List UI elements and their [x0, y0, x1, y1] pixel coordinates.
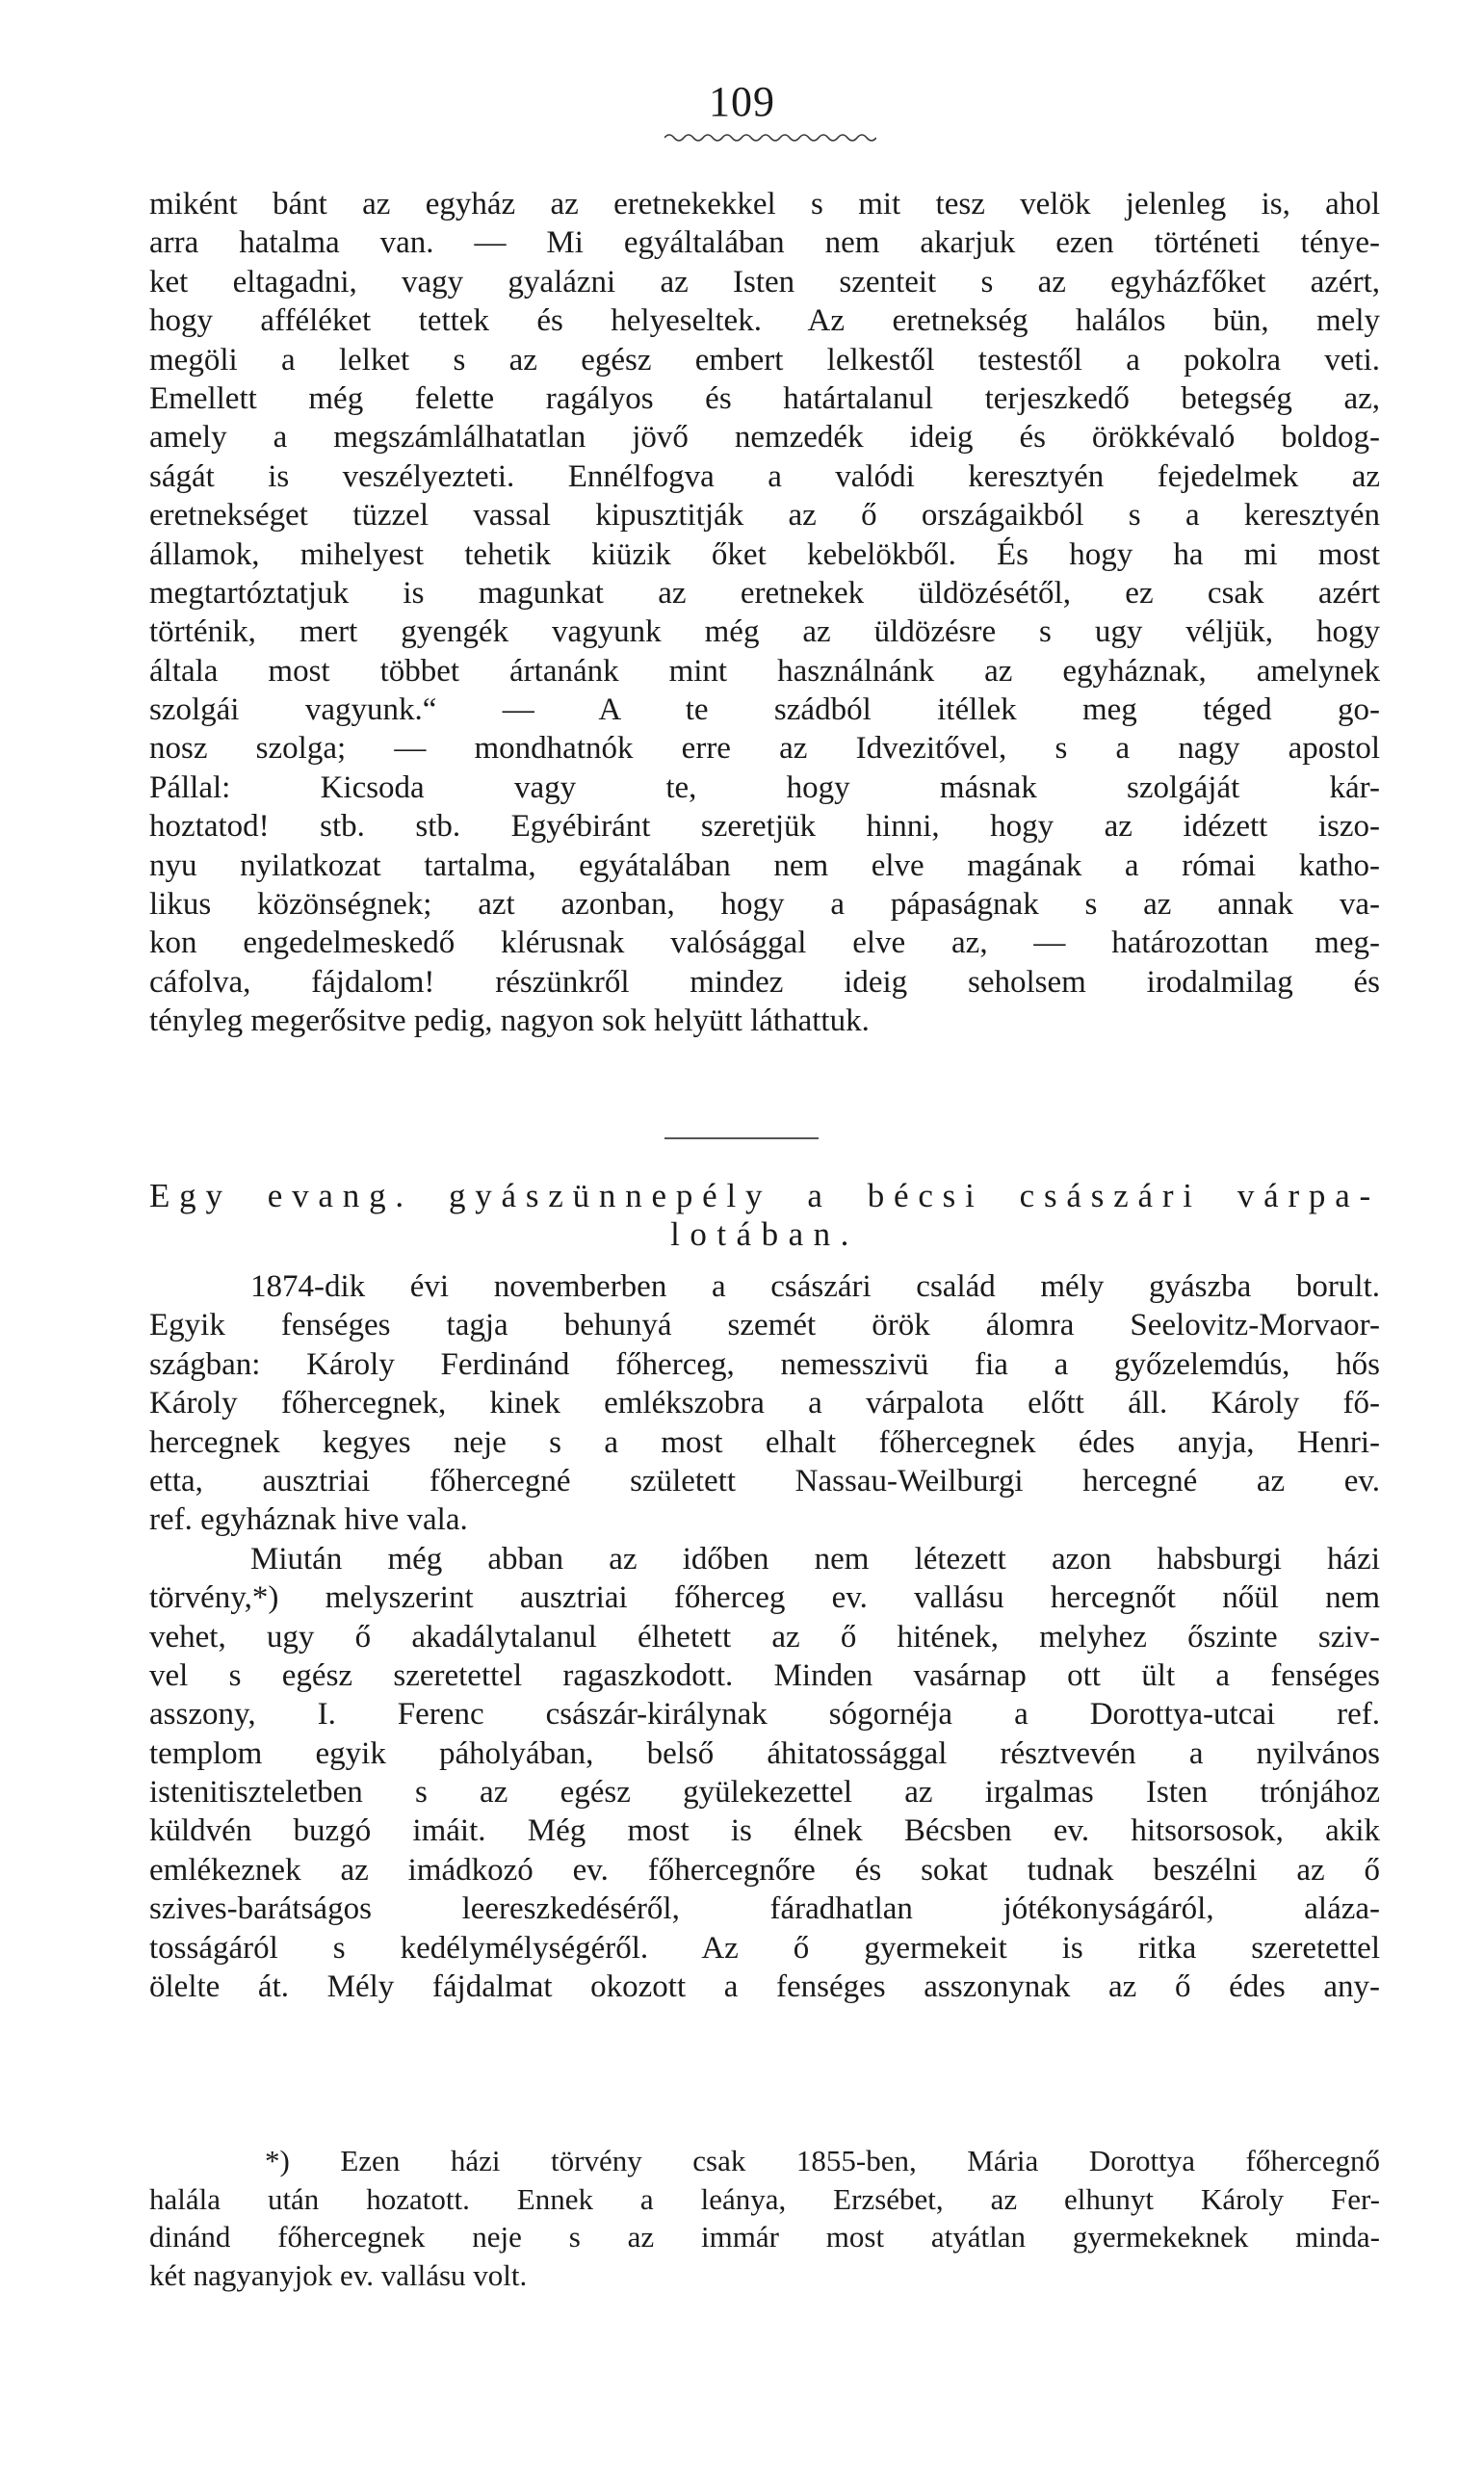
text-line: 1874-dik évi novemberben a császári család mély gyászba borult. — [250, 1269, 1380, 1304]
text-line: tényleg megerősitve pedig, nagyon sok helyütt láthattuk. — [149, 1003, 870, 1039]
text-line: emlékeznek az imádkozó ev. főhercegnőre és sokat tudnak beszélni az ő — [149, 1852, 1380, 1888]
text-line: történik, mert gyengék vagyunk még az üldözésre s ugy véljük, hogy — [149, 614, 1380, 650]
text-line: miként bánt az egyház az eretnekekkel s mit tesz velök jelenleg is, ahol — [149, 187, 1380, 222]
title-line: Egy evang. gyászünnepély a bécsi császári várpa- — [149, 1177, 1380, 1214]
text-line: hercegnek kegyes neje s a most elhalt főhercegnek édes anyja, Henri- — [149, 1424, 1380, 1460]
text-line: törvény,*) melyszerint ausztriai főherceg ev. vallásu hercegnőt nőül nem — [149, 1580, 1380, 1616]
title-line: lotában. — [670, 1215, 859, 1254]
text-line: szágban: Károly Ferdinánd főherceg, nemesszivü fia a győzelemdús, hős — [149, 1346, 1380, 1382]
text-line: etta, ausztriai főhercegné született Nassau-Weilburgi hercegné az ev. — [149, 1463, 1380, 1499]
text-line: Pállal: Kicsoda vagy te, hogy másnak szolgáját kár- — [149, 769, 1380, 805]
text-line: kon engedelmeskedő klérusnak valósággal elve az, — határozottan meg- — [149, 925, 1380, 961]
text-line: ket eltagadni, vagy gyalázni az Isten szenteit s az egyházfőket azért, — [149, 264, 1380, 300]
text-line: Egyik fenséges tagja behunyá szemét örök álomra Seelovitz-Morvaor- — [149, 1308, 1380, 1343]
text-line: amely a megszámlálhatatlan jövő nemzedék ideig és örökkévaló boldog- — [149, 420, 1380, 456]
text-line: nyu nyilatkozat tartalma, egyátalában nem elve magának a római katho- — [149, 847, 1380, 883]
text-line: szives-barátságos leereszkedéséről, fáradhatlan jótékonyságáról, aláza- — [149, 1891, 1380, 1927]
text-line: templom egyik páholyában, belső áhitatossággal résztvevén a nyilvános — [149, 1735, 1380, 1771]
page-number: 109 — [709, 78, 775, 125]
text-line: Károly főhercegnek, kinek emlékszobra a várpalota előtt áll. Károly fő- — [149, 1386, 1380, 1421]
text-line: istenitiszteletben s az egész gyülekezettel az irgalmas Isten trónjához — [149, 1775, 1380, 1811]
text-line: nosz szolga; — mondhatnók erre az Idvezitővel, s a nagy apostol — [149, 731, 1380, 767]
section-divider — [664, 1137, 819, 1139]
text-line: ölelte át. Mély fájdalmat okozott a fenséges asszonynak az ő édes any- — [149, 1969, 1380, 2005]
text-line: eretnekséget tüzzel vassal kipusztitják az ő országaikból s a keresztyén — [149, 498, 1380, 534]
text-line: államok, mihelyest tehetik kiüzik őket kebelökből. És hogy ha mi most — [149, 536, 1380, 572]
paragraph-2 — [149, 1267, 1380, 2006]
text-line: általa most többet ártanánk mint használnánk az egyháznak, amelynek — [149, 653, 1380, 689]
text-line: vel s egész szeretettel ragaszkodott. Minden vasárnap ott ült a fenséges — [149, 1657, 1380, 1693]
text-line: hogy afféléket tettek és helyeseltek. Az eretnekség halálos bün, mely — [149, 303, 1380, 339]
text-line: szolgái vagyunk.“ — A te szádból itéllek meg téged go- — [149, 692, 1380, 728]
text-line: megtartóztatjuk is magunkat az eretnekek üldözésétől, ez csak azért — [149, 575, 1380, 611]
text-line: vehet, ugy ő akadálytalanul élhetett az ő hitének, melyhez őszinte sziv- — [149, 1619, 1380, 1655]
text-line: cáfolva, fájdalom! részünkről mindez ideig seholsem irodalmilag és — [149, 964, 1380, 1000]
text-line: Emellett még felette ragályos és határtalanul terjeszkedő betegség az, — [149, 380, 1380, 416]
paragraph-1 — [149, 185, 1380, 1041]
text-line: arra hatalma van. — Mi egyáltalában nem akarjuk ezen történeti ténye- — [149, 225, 1380, 261]
text-line: küldvén buzgó imáit. Még most is élnek Bécsben ev. hitsorsosok, akik — [149, 1813, 1380, 1849]
text-line: Miután még abban az időben nem létezett azon habsburgi házi — [250, 1541, 1380, 1577]
text-line: tosságáról s kedélymélységéről. Az ő gyermekeit is ritka szeretettel — [149, 1930, 1380, 1966]
text-line: megöli a lelket s az egész embert lelkestől testestől a pokolra veti. — [149, 342, 1380, 378]
text-line: likus közönségnek; azt azonban, hogy a pápaságnak s az annak va- — [149, 887, 1380, 923]
text-line: hoztatod! stb. stb. Egyébiránt szeretjük hinni, hogy az idézett iszo- — [149, 809, 1380, 845]
page-number-ornament — [664, 131, 876, 144]
footnote-line: dinánd főhercegnek neje s az immár most atyátlan gyermekeknek minda- — [149, 2220, 1380, 2254]
footnote-line: két nagyanyjok ev. vallásu volt. — [149, 2257, 528, 2292]
footnote-line: *) Ezen házi törvény csak 1855-ben, Mária Dorottya főhercegnő — [265, 2144, 1380, 2177]
section-title — [149, 1177, 1380, 1255]
text-line: asszony, I. Ferenc császár-királynak sógornéja a Dorottya-utcai ref. — [149, 1697, 1380, 1733]
text-line: ref. egyháznak hive vala. — [149, 1502, 468, 1538]
footnote — [149, 2142, 1380, 2294]
text-line: ságát is veszélyezteti. Ennélfogva a valódi keresztyén fejedelmek az — [149, 458, 1380, 494]
footnote-line: halála után hozatott. Ennek a leánya, Erzsébet, az elhunyt Károly Fer- — [149, 2181, 1380, 2216]
